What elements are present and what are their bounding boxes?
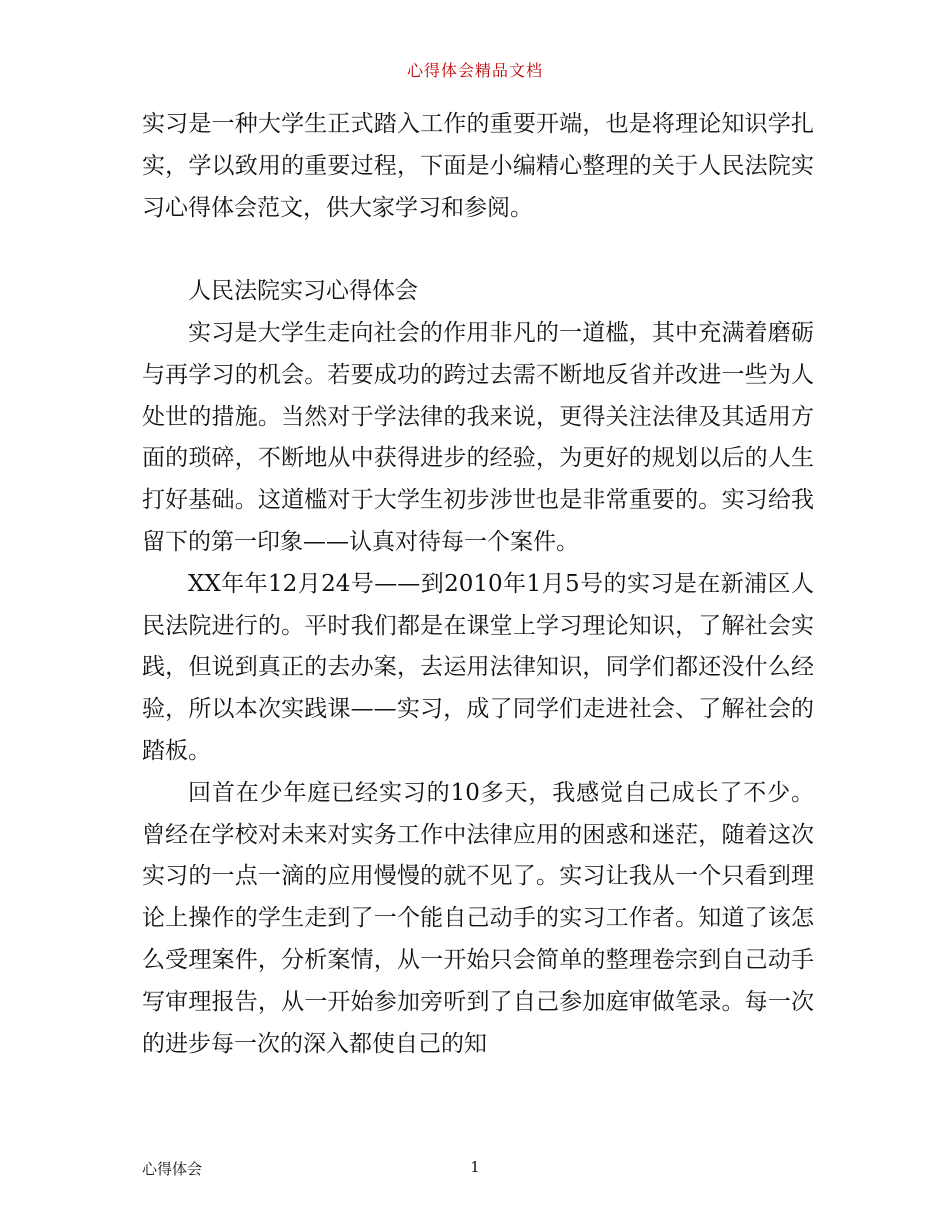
page-number: 1 <box>470 1158 480 1176</box>
paragraph-3: 回首在少年庭已经实习的10多天，我感觉自己成长了不少。曾经在学校对未来对实务工作中法律应用的困惑和迷茫，随着这次实习的一点一滴的应用慢慢的就不见了。实习让我从一个只看到理论上操作的学生走到了一个能自己动手的实习工作者。知道了该怎么受理案件，分析案情，从一开始只会简单的整理卷宗到自己动手写审理报告，从一开始参加旁听到了自己参加庭审做笔录。每一次的进步每一次的深入都使自己的知 <box>142 779 814 1057</box>
section-title: 人民法院实习心得体会 <box>188 278 418 305</box>
blank-line <box>142 229 814 271</box>
intro-paragraph: 实习是一种大学生正式踏入工作的重要开端，也是将理论知识学扎实，学以致用的重要过程，下面是小编精心整理的关于人民法院实习心得体会范文，供大家学习和参阅。 <box>142 111 814 221</box>
header-title: 心得体会精品文档 <box>406 61 543 80</box>
paragraph-1: 实习是大学生走向社会的作用非凡的一道槛，其中充满着磨砺与再学习的机会。若要成功的跨过去需不断地反省并改进一些为人处世的措施。当然对于学法律的我来说，更得关注法律及其适用方面的琐碎，不断地从中获得进步的经验，为更好的规划以后的人生打好基础。这道槛对于大学生初步涉世也是非常重要的。实习给我留下的第一印象——认真对待每一个案件。 <box>142 319 814 555</box>
footer-label: 心得体会 <box>142 1160 203 1178</box>
document-body <box>142 104 814 1065</box>
paragraph-2: XX年年12月24号——到2010年1月5号的实习是在新浦区人民法院进行的。平时我们都是在课堂上学习理论知识，了解社会实践，但说到真正的去办案，去运用法律知识，同学们都还没什么经验，所以本次实践课——实习，成了同学们走进社会、了解社会的踏板。 <box>142 570 814 764</box>
